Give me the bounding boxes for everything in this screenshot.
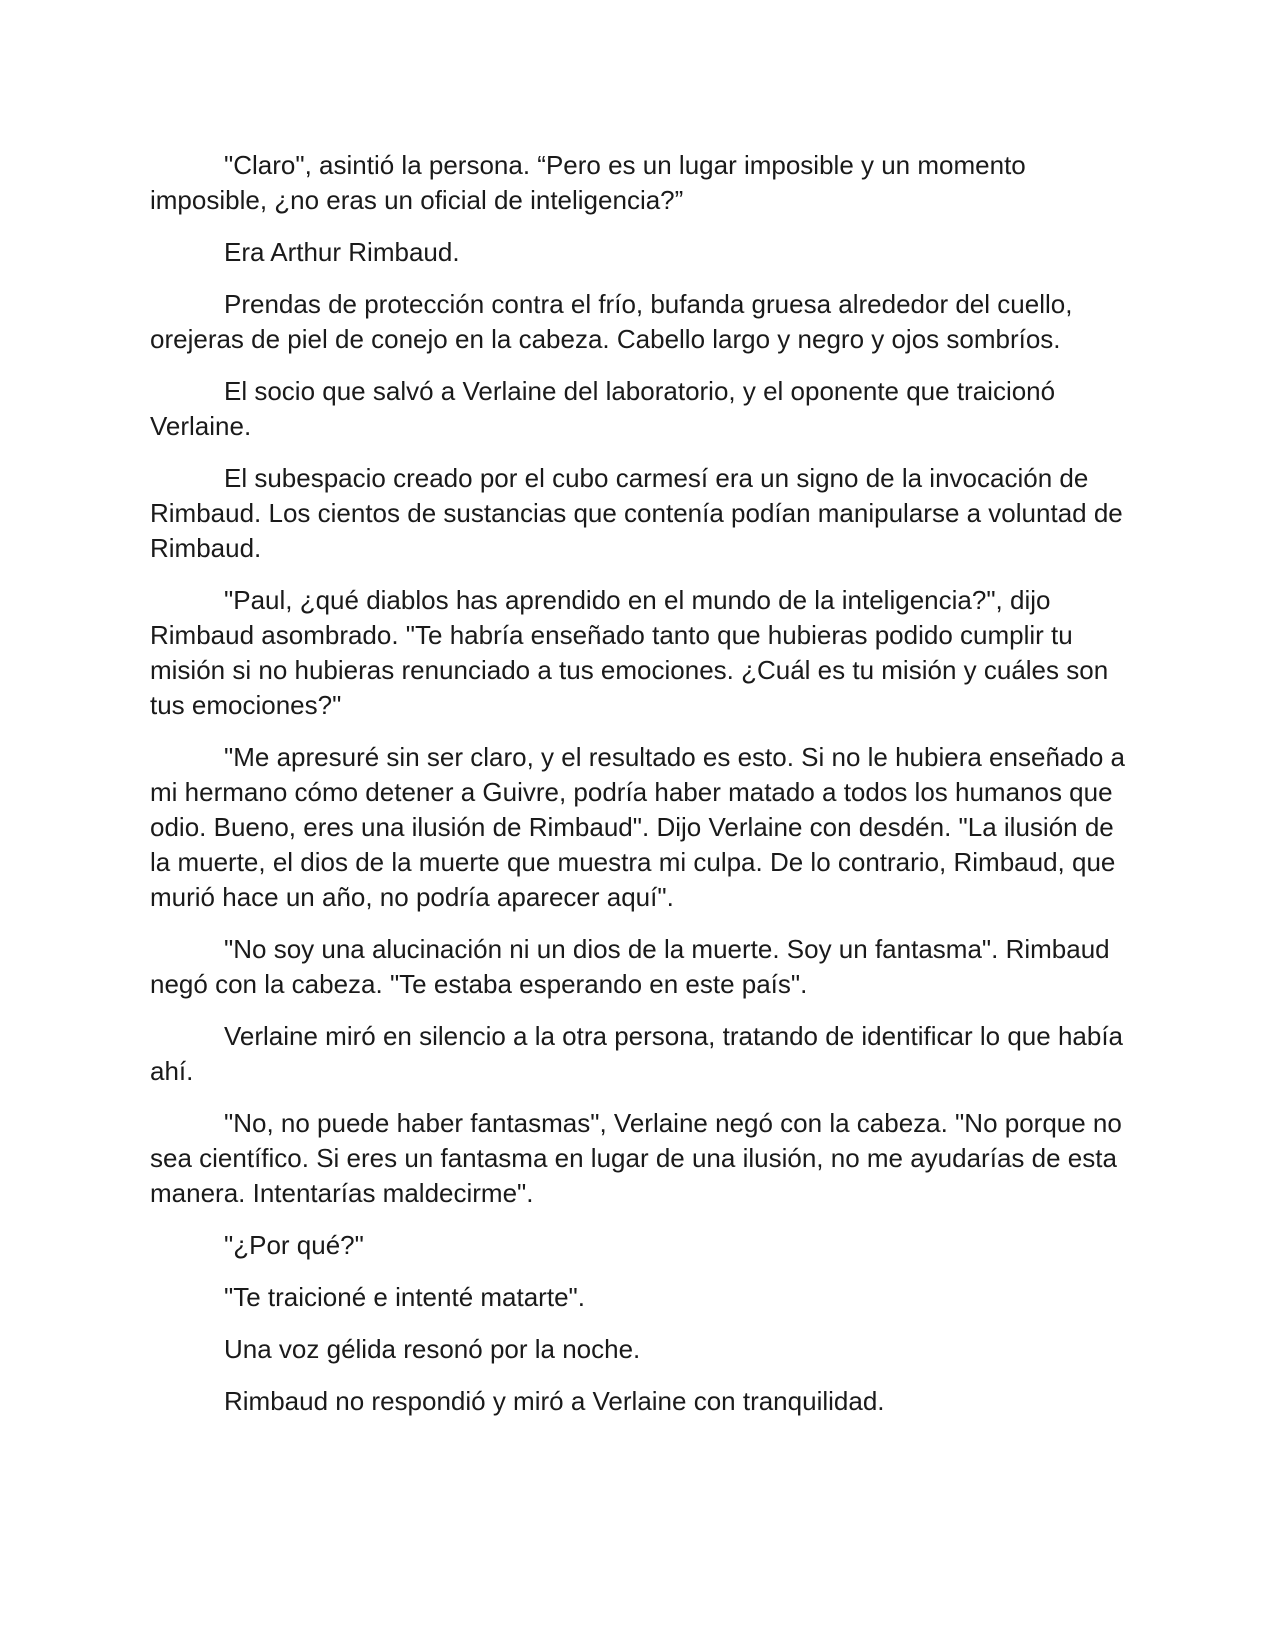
- paragraph: "No, no puede haber fantasmas", Verlaine negó con la cabeza. "No porque no sea científico. Si eres un fantasma en lugar de una ilusión, no me ayudarías de esta manera. Intentarías maldecirme".: [150, 1108, 1122, 1208]
- paragraph: Rimbaud no respondió y miró a Verlaine con tranquilidad.: [224, 1386, 885, 1416]
- paragraph: El socio que salvó a Verlaine del laboratorio, y el oponente que traicionó Verlaine.: [150, 376, 1056, 441]
- paragraph: "Te traicioné e intenté matarte".: [224, 1282, 585, 1312]
- paragraph: "Paul, ¿qué diablos has aprendido en el mundo de la inteligencia?", dijo Rimbaud asombrado. "Te habría enseñado tanto que hubieras podido cumplir tu misión si no hubieras renunciado a tus emociones. ¿Cuál es tu misión y cuáles son tus emociones?": [150, 585, 1109, 720]
- paragraph: "Me apresuré sin ser claro, y el resultado es esto. Si no le hubiera enseñado a mi hermano cómo detener a Guivre, podría haber matado a todos los humanos que odio. Bueno, eres una ilusión de Rimbaud". Dijo Verlaine con desdén. "La ilusión de la muerte, el dios de la muerte que muestra mi culpa. De lo contrario, Rimbaud, que murió hace un año, no podría aparecer aquí".: [150, 742, 1125, 912]
- paragraph: "No soy una alucinación ni un dios de la muerte. Soy un fantasma". Rimbaud negó con la cabeza. "Te estaba esperando en este país".: [150, 934, 1110, 999]
- paragraph: "Claro", asintió la persona. “Pero es un lugar imposible y un momento imposible, ¿no eras un oficial de inteligencia?”: [150, 150, 1026, 215]
- paragraph: Prendas de protección contra el frío, bufanda gruesa alrededor del cuello, orejeras de piel de conejo en la cabeza. Cabello largo y negro y ojos sombríos.: [150, 289, 1073, 354]
- paragraph: Una voz gélida resonó por la noche.: [224, 1334, 641, 1364]
- paragraph: Verlaine miró en silencio a la otra persona, tratando de identificar lo que había ahí.: [150, 1021, 1124, 1086]
- paragraph: Era Arthur Rimbaud.: [224, 237, 460, 267]
- paragraph: "¿Por qué?": [224, 1230, 364, 1260]
- paragraph: El subespacio creado por el cubo carmesí era un signo de la invocación de Rimbaud. Los cientos de sustancias que contenía podían manipularse a voluntad de Rimbaud.: [150, 463, 1123, 563]
